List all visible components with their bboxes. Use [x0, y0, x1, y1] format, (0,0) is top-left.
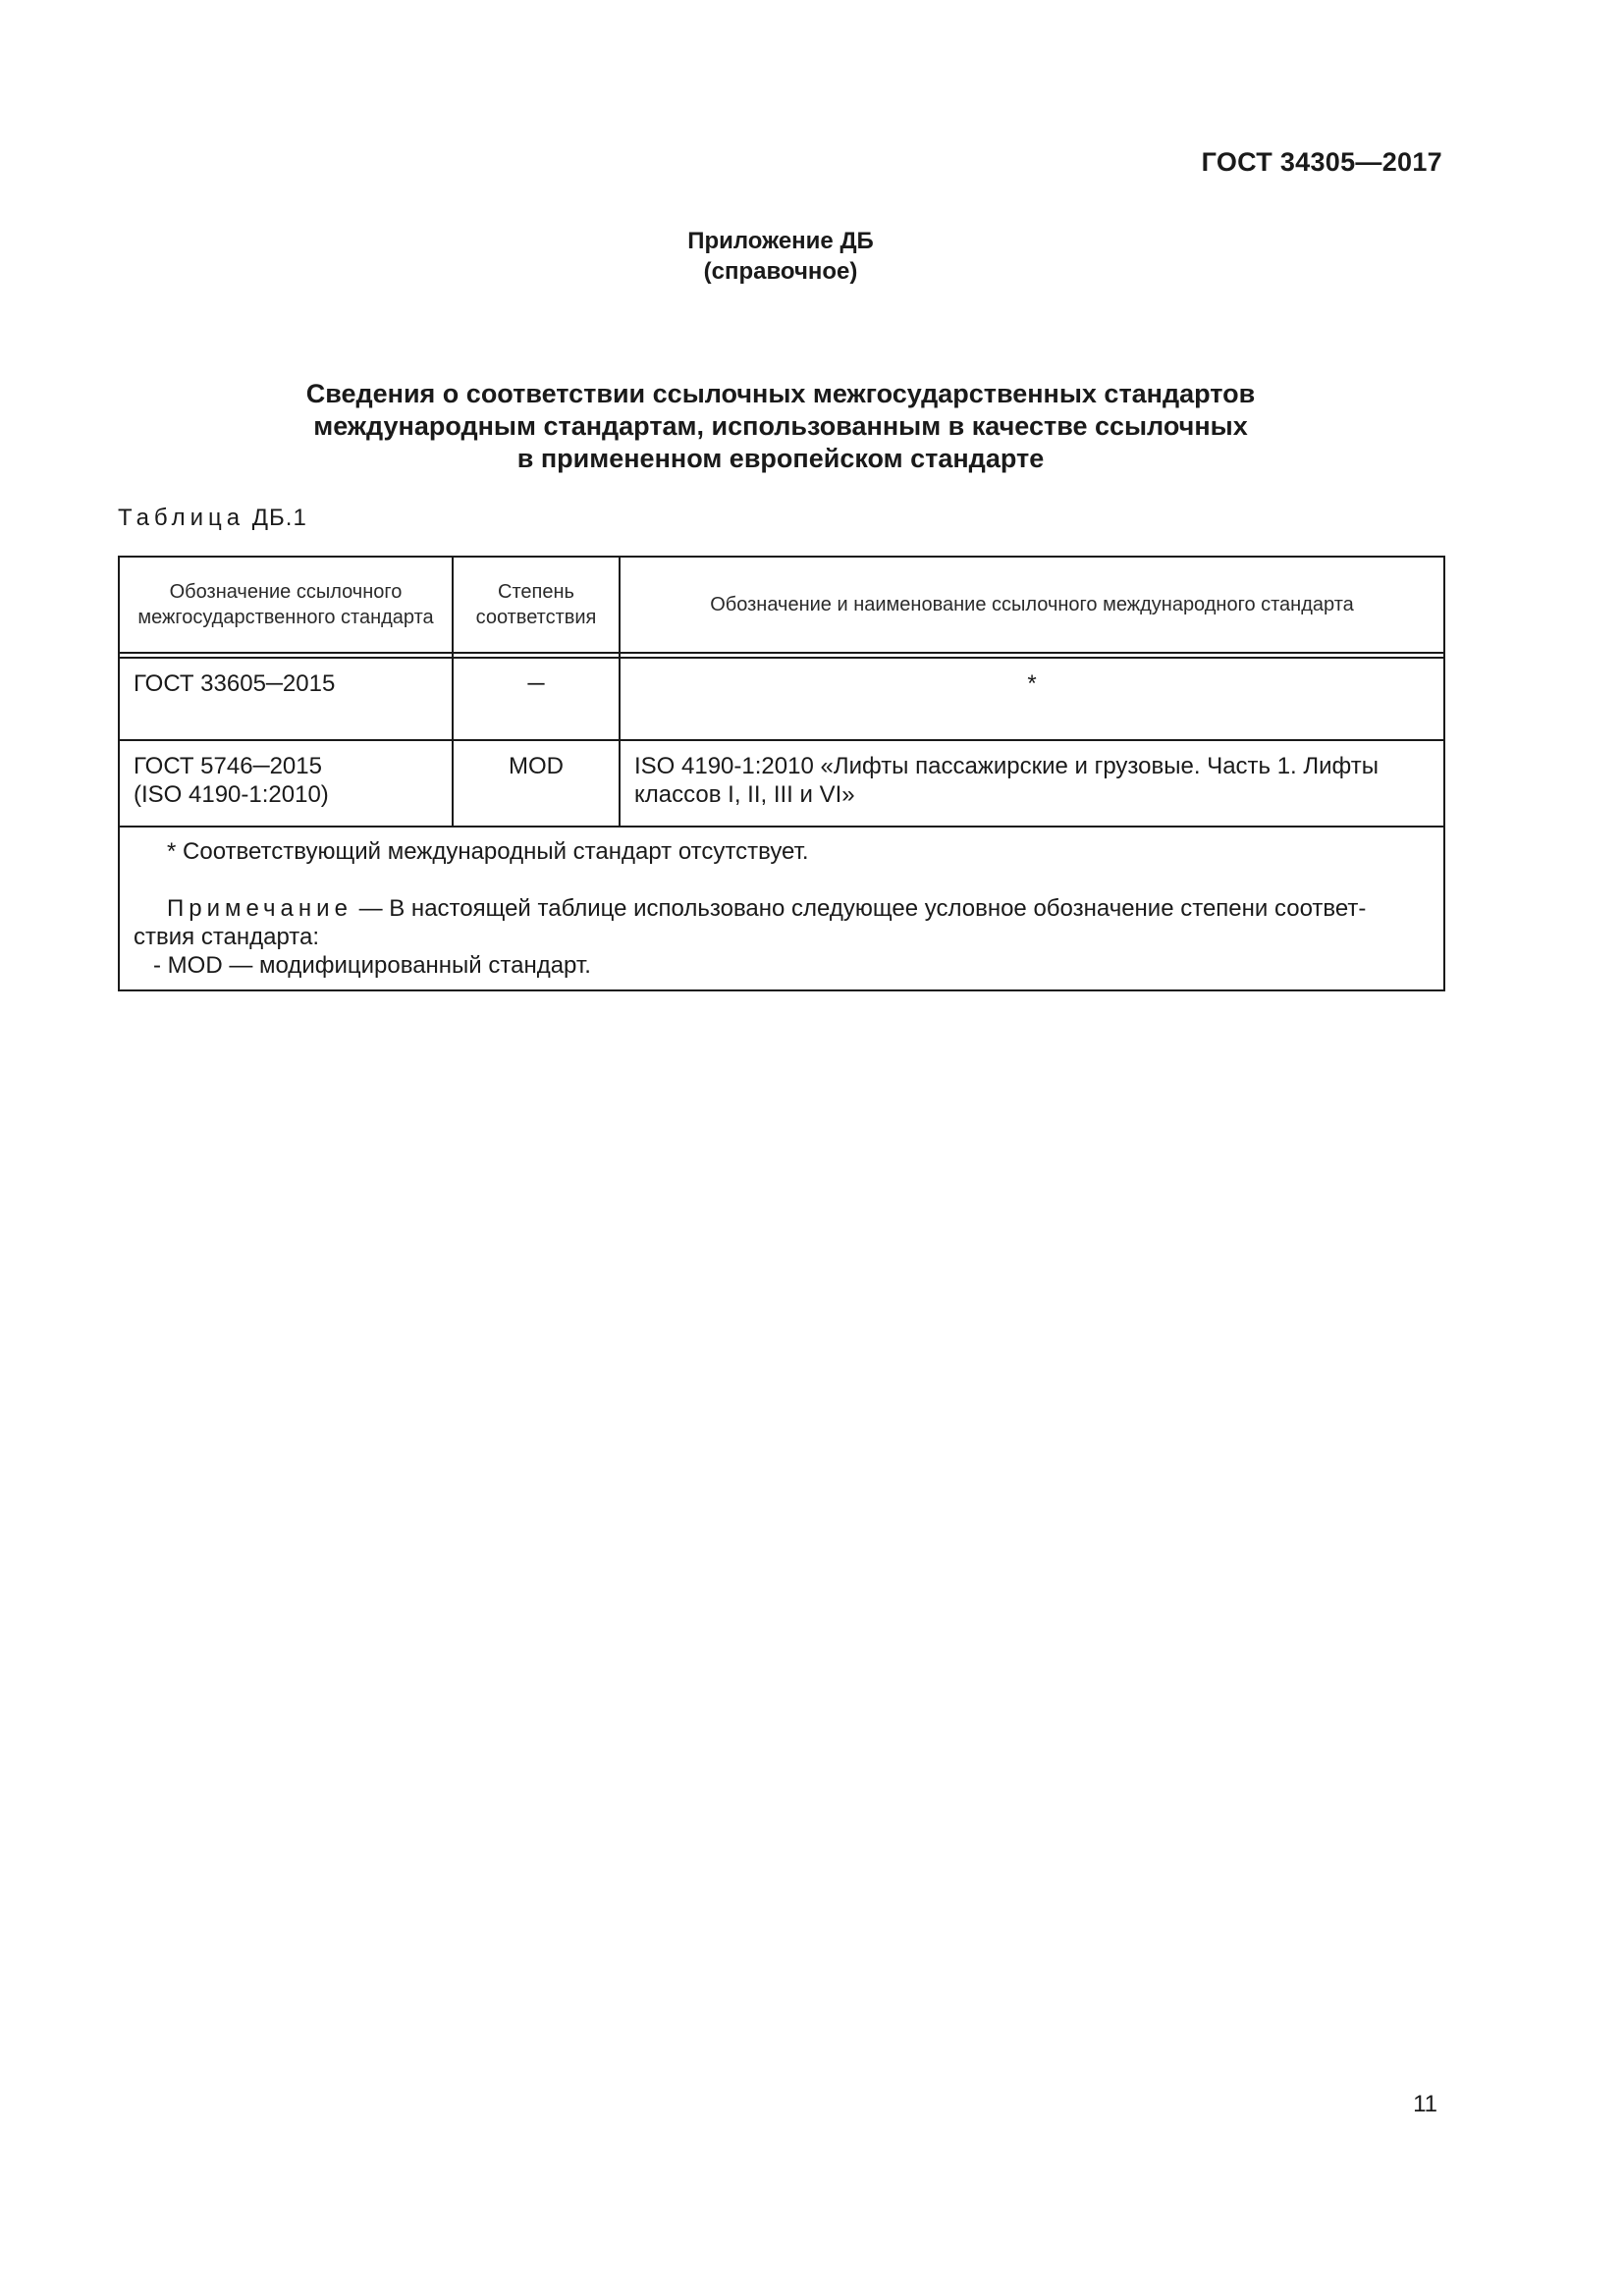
note-mod-definition: - MOD — модифицированный стандарт. — [153, 952, 591, 979]
annex-subtitle: (справочное) — [703, 258, 858, 285]
cell-interstate-standard — [119, 740, 453, 827]
header-interstate-standard: Обозначение ссылочного межгосударственного стандарта — [119, 557, 453, 653]
table-header-row — [119, 557, 1444, 653]
cell-line: (ISO 4190-1:2010) — [134, 781, 329, 808]
document-code: ГОСТ 34305—2017 — [1201, 147, 1442, 177]
annex-heading — [0, 226, 1561, 287]
cell-international-standard: * — [620, 658, 1444, 740]
table-footnote-cell — [119, 827, 1444, 990]
header-international-standard: Обозначение и наименование ссылочного международного стандарта — [620, 557, 1444, 653]
section-title-line-1: Сведения о соответствии ссылочных межгосударственных стандартов — [305, 379, 1256, 408]
table-row — [119, 658, 1444, 740]
table-caption — [118, 505, 307, 532]
note-text: — В настоящей таблице использовано следующее условное обозначение степени соответ- — [352, 895, 1367, 922]
annex-title: Приложение ДБ — [687, 228, 874, 254]
cell-compliance-degree: ─ — [453, 658, 620, 740]
cell-line: ГОСТ 5746─2015 — [134, 753, 322, 779]
table-caption-id: ДБ.1 — [251, 505, 307, 531]
cell-international-standard: ISO 4190-1:2010 «Лифты пассажирские и грузовые. Часть 1. Лифты классов I, II, III и VI» — [620, 740, 1444, 827]
cell-line: ГОСТ 33605─2015 — [134, 670, 336, 697]
note-text-continuation: ствия стандарта: — [134, 924, 320, 950]
note — [134, 894, 1430, 923]
section-title — [0, 378, 1561, 475]
standards-table — [118, 556, 1445, 991]
note-label: Примечание — [167, 895, 352, 922]
section-title-line-3: в примененном европейском стандарте — [516, 444, 1045, 473]
table-footnote-row — [119, 827, 1444, 990]
footnote: * Соответствующий международный стандарт отсутствует. — [167, 838, 809, 865]
cell-compliance-degree: MOD — [453, 740, 620, 827]
cell-interstate-standard — [119, 658, 453, 740]
table-row — [119, 740, 1444, 827]
page-number: 11 — [1413, 2091, 1437, 2117]
header-compliance-degree: Степень соответствия — [453, 557, 620, 653]
section-title-line-2: международным стандартам, использованным в качестве ссылочных — [313, 411, 1248, 441]
table-caption-word: Таблица — [118, 505, 245, 531]
